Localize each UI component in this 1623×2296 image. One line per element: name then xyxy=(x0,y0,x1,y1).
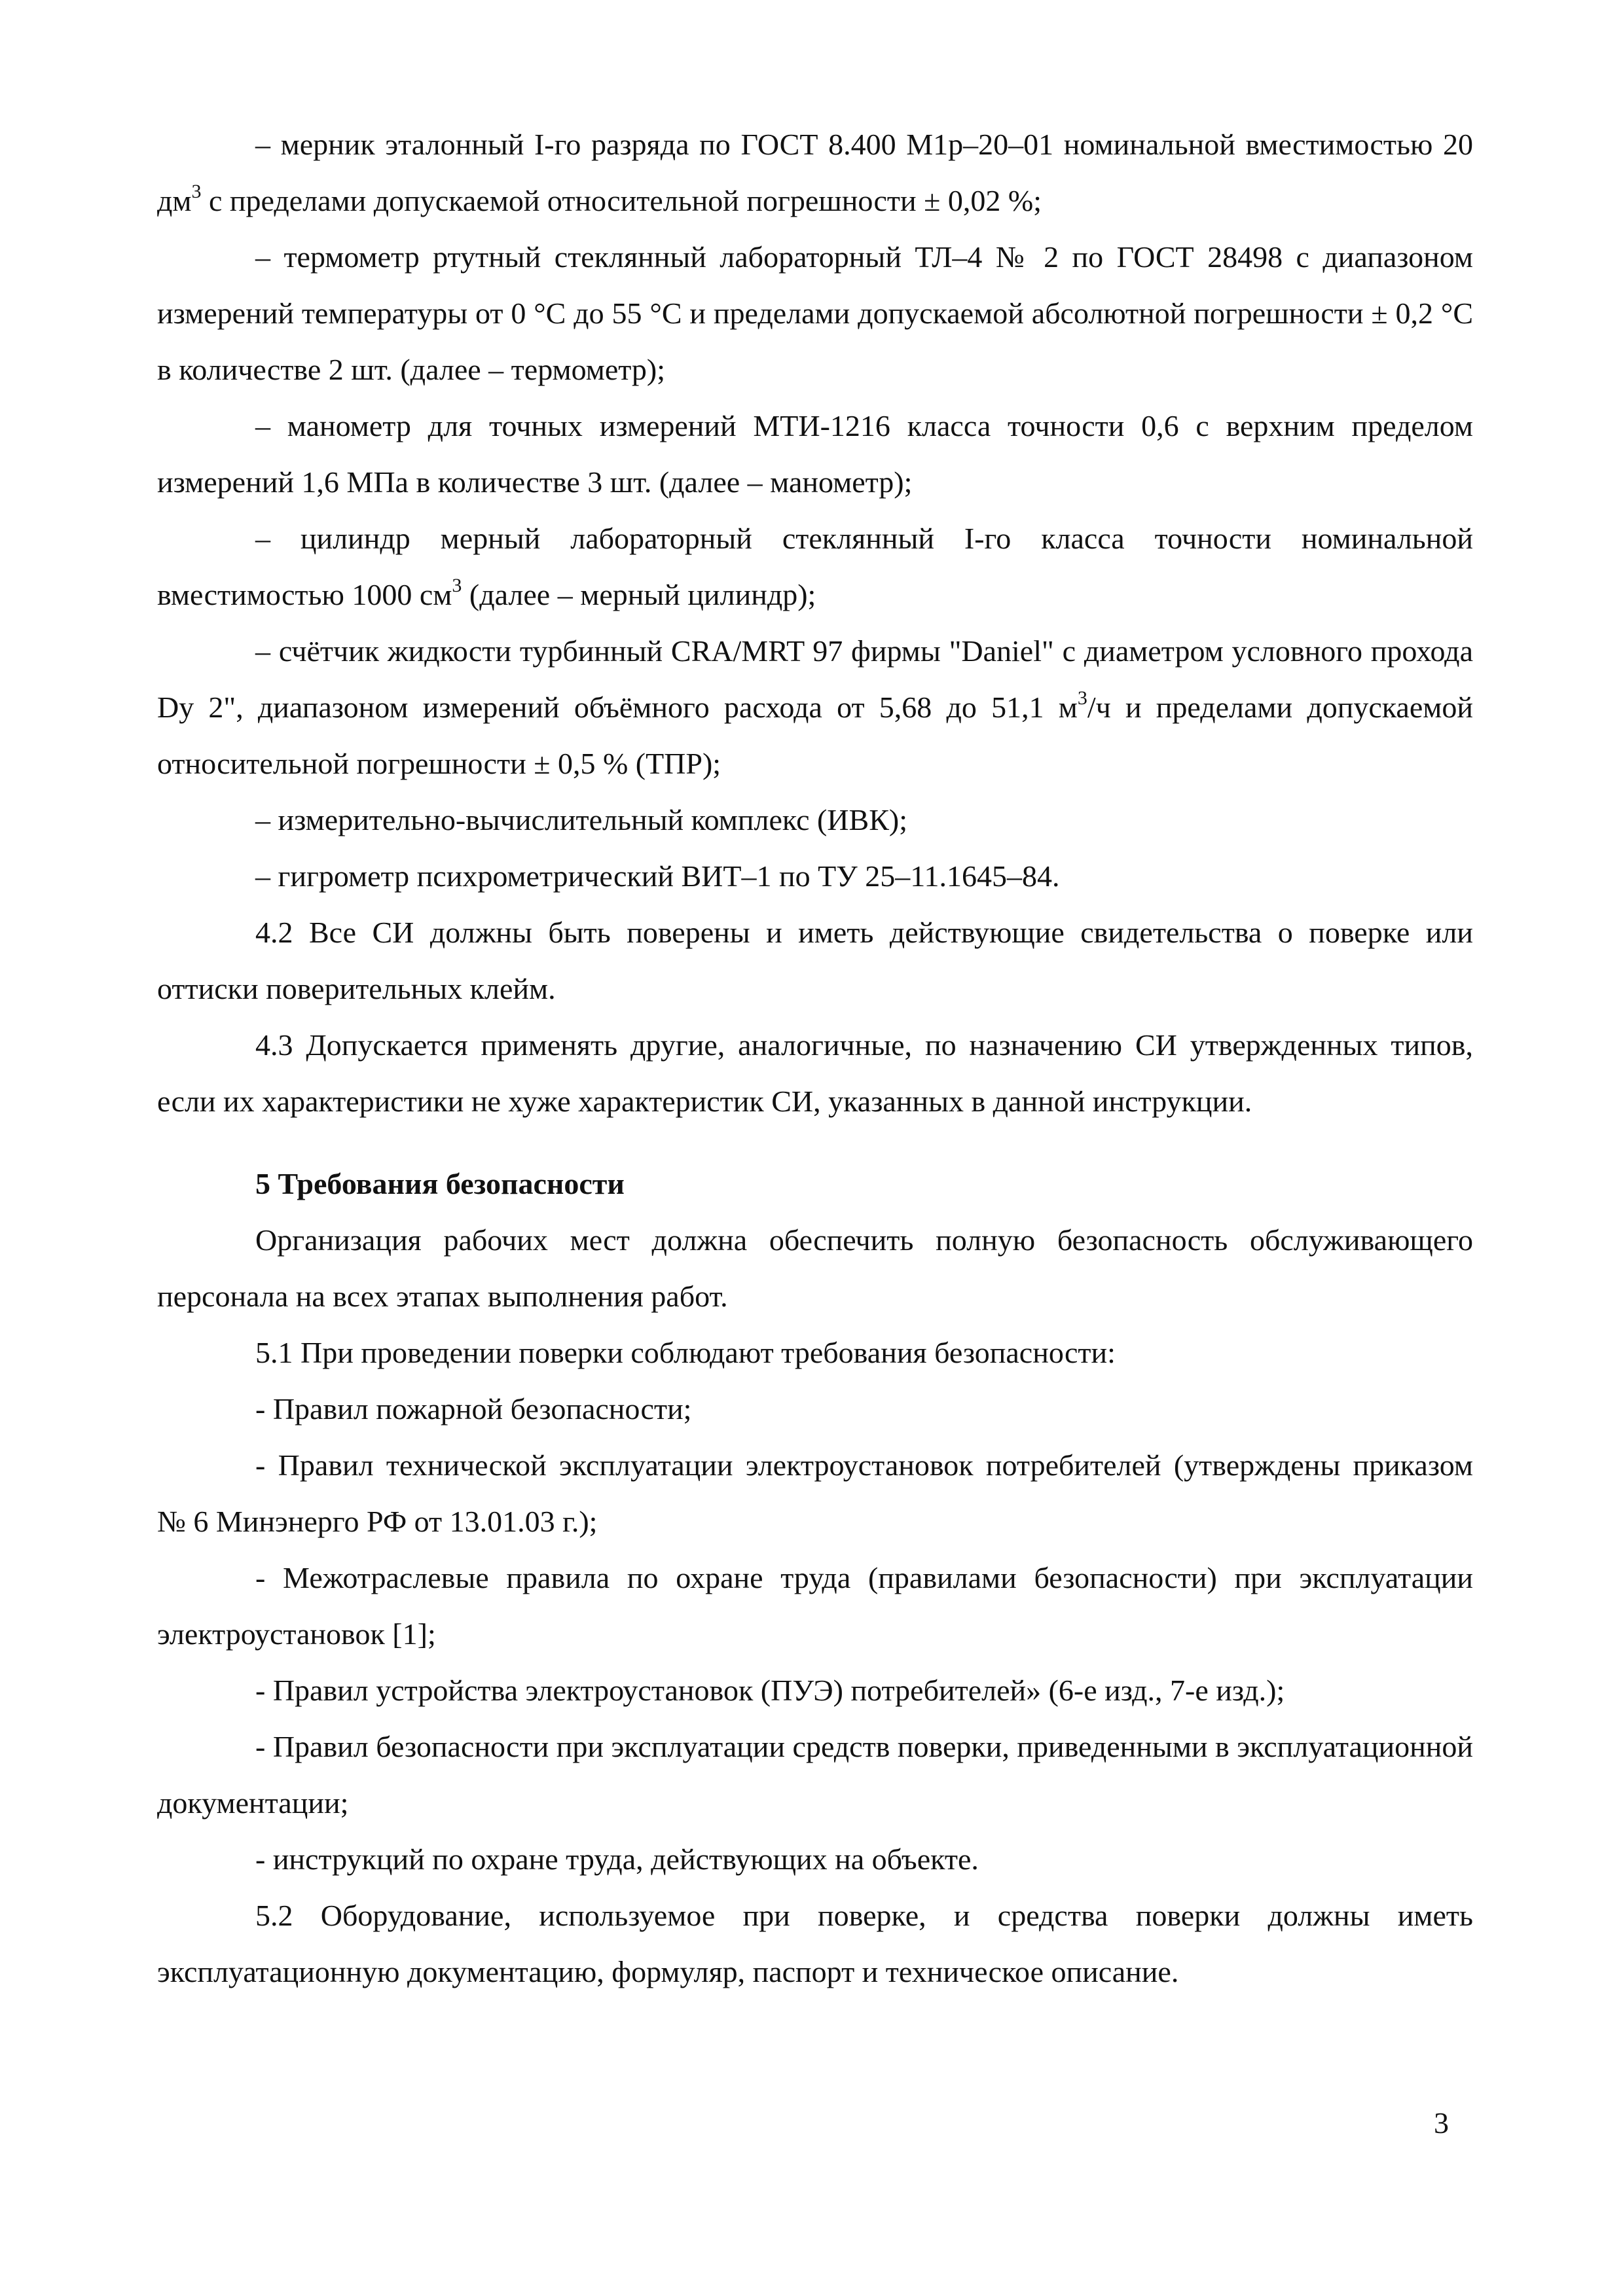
safety-rule-labor-protection: - Межотраслевые правила по охране труда (правилами безопасности) при эксплуатации электроустановок [1]; xyxy=(157,1561,1473,1651)
clause-4-2: 4.2 Все СИ должны быть поверены и иметь действующие свидетельства о поверке или оттиски поверительных клейм. xyxy=(157,916,1473,1005)
equipment-item-hygrometer: – гигрометр психрометрический ВИТ–1 по ТУ 25–11.1645–84. xyxy=(255,859,1060,893)
equipment-item-text: – мерник эталонный I-го разряда по ГОСТ 8.400 М1р–20–01 номинальной вместимостью 20 дм xyxy=(157,128,1473,217)
superscript: 3 xyxy=(191,181,202,202)
superscript: 3 xyxy=(452,575,462,596)
equipment-item-turbine-meter xyxy=(157,623,1473,792)
safety-rule-fire: - Правил пожарной безопасности; xyxy=(255,1392,692,1426)
clause-5-2: 5.2 Оборудование, используемое при поверке, и средства поверки должны иметь эксплуатационную документацию, формуляр, паспорт и техническое описание. xyxy=(157,1899,1473,1988)
equipment-item-thermometer: – термометр ртутный стеклянный лабораторный ТЛ–4 № 2 по ГОСТ 28498 с диапазоном измерений температуры от 0 °С до 55 °С и пределами допускаемой абсолютной погрешности ± 0,2 °С в количестве 2 шт. (далее – термометр); xyxy=(157,240,1473,386)
equipment-item-text: – счётчик жидкости турбинный CRA/MRT 97 фирмы "Daniel" с диаметром условного прохода Dy 2", диапазоном измерений объёмного расхода от 5,68 до 51,1 м xyxy=(157,634,1473,724)
safety-rule-electrical-operation: - Правил технической эксплуатации электроустановок потребителей (утверждены приказом № 6 Минэнерго РФ от 13.01.03 г.); xyxy=(157,1448,1473,1538)
page-number: 3 xyxy=(1434,2106,1449,2140)
equipment-item-manometer: – манометр для точных измерений МТИ-1216 класса точности 0,6 с верхним пределом измерений 1,6 МПа в количестве 3 шт. (далее – манометр); xyxy=(157,409,1473,499)
equipment-item-tail: /ч и пределами допускаемой относительной погрешности ± 0,5 % (ТПР); xyxy=(157,691,1473,780)
clause-4-3: 4.3 Допускается применять другие, аналогичные, по назначению СИ утвержденных типов, если их характеристики не хуже характеристик СИ, указанных в данной инструкции. xyxy=(157,1028,1473,1118)
section-intro: Организация рабочих мест должна обеспечить полную безопасность обслуживающего персонала на всех этапах выполнения работ. xyxy=(157,1223,1473,1313)
safety-rule-verification-tools: - Правил безопасности при эксплуатации средств поверки, приведенными в эксплуатационной документации; xyxy=(157,1730,1473,1820)
equipment-item-tail: (далее – мерный цилиндр); xyxy=(462,578,816,611)
equipment-item-computing-complex: – измерительно-вычислительный комплекс (ИВК); xyxy=(255,803,907,836)
equipment-item-tail: с пределами допускаемой относительной погрешности ± 0,02 %; xyxy=(201,184,1042,217)
equipment-item-text: – цилиндр мерный лабораторный стеклянный I-го класса точности номинальной вместимостью 1000 см xyxy=(157,522,1473,611)
page-body xyxy=(157,117,1473,2000)
safety-rule-site-instructions: - инструкций по охране труда, действующих на объекте. xyxy=(255,1842,979,1876)
clause-5-1: 5.1 При проведении поверки соблюдают требования безопасности: xyxy=(255,1336,1116,1369)
section-heading: 5 Требования безопасности xyxy=(255,1167,625,1200)
equipment-item-measuring-vessel xyxy=(157,117,1473,229)
superscript: 3 xyxy=(1077,687,1087,709)
safety-rule-pue: - Правил устройства электроустановок (ПУЭ) потребителей» (6-е изд., 7-е изд.); xyxy=(255,1674,1285,1707)
equipment-item-measuring-cylinder xyxy=(157,511,1473,623)
